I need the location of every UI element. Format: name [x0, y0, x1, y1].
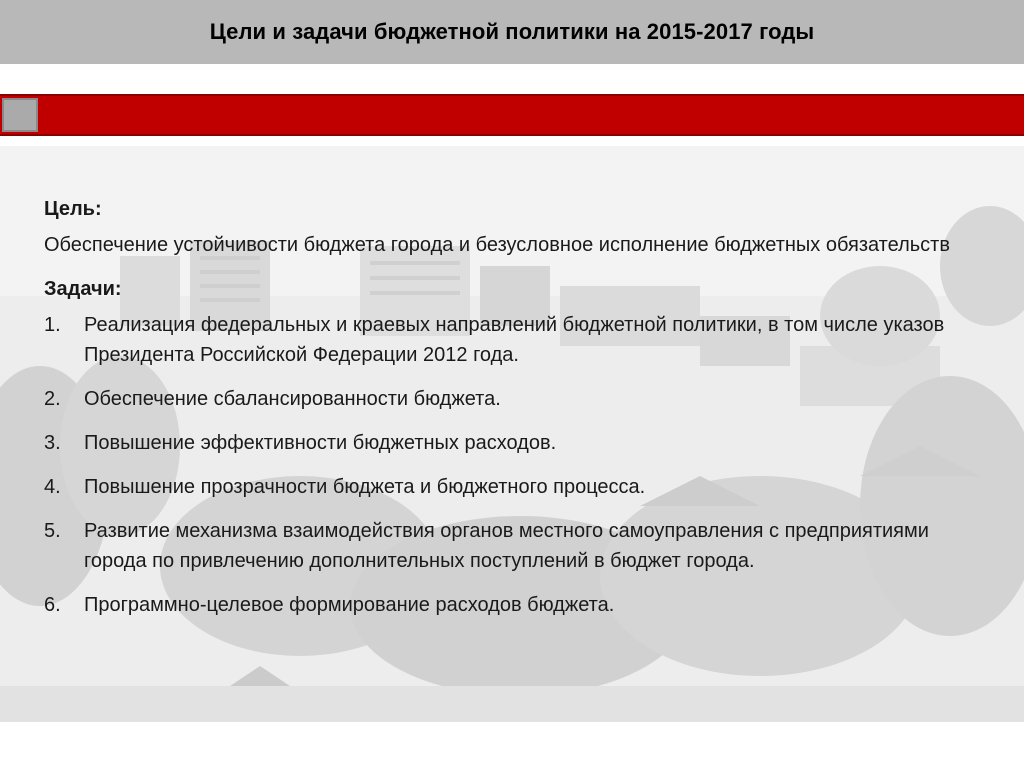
- content-area: [0, 146, 1024, 722]
- list-item-number: 5.: [44, 520, 61, 542]
- list-item: [44, 516, 994, 576]
- list-item: [44, 310, 994, 370]
- list-item-number: 1.: [44, 314, 61, 336]
- list-item-number: 3.: [44, 432, 61, 454]
- list-item-text: Программно-целевое формирование расходов бюджета.: [84, 594, 615, 616]
- list-item-number: 2.: [44, 388, 61, 410]
- list-item-number: 4.: [44, 476, 61, 498]
- goal-heading: Цель:: [44, 198, 102, 220]
- list-item-text: Повышение эффективности бюджетных расходов.: [84, 432, 557, 454]
- title-bar: [0, 0, 1024, 64]
- list-item: [44, 384, 994, 414]
- list-item: [44, 590, 994, 620]
- list-item-text: Повышение прозрачности бюджета и бюджетного процесса.: [84, 476, 646, 498]
- list-item-number: 6.: [44, 594, 61, 616]
- list-item-text: Развитие механизма взаимодействия органов местного самоуправления с предприятиями города по привлечению дополнительных поступлений в бюджет города.: [84, 520, 929, 572]
- tasks-list: [44, 310, 994, 620]
- accent-band: [0, 94, 1024, 136]
- text-block: [44, 194, 994, 634]
- page-title: Цели и задачи бюджетной политики на 2015-2017 годы: [209, 19, 815, 44]
- list-item-text: Обеспечение сбалансированности бюджета.: [84, 388, 501, 410]
- list-item-text: Реализация федеральных и краевых направлений бюджетной политики, в том числе указов Президента Российской Федерации 2012 года.: [84, 314, 945, 366]
- band-square-decoration: [2, 98, 38, 132]
- tasks-heading: Задачи:: [44, 278, 122, 300]
- goal-text: Обеспечение устойчивости бюджета города и безусловное исполнение бюджетных обязательств: [44, 234, 950, 256]
- list-item: [44, 472, 994, 502]
- list-item: [44, 428, 994, 458]
